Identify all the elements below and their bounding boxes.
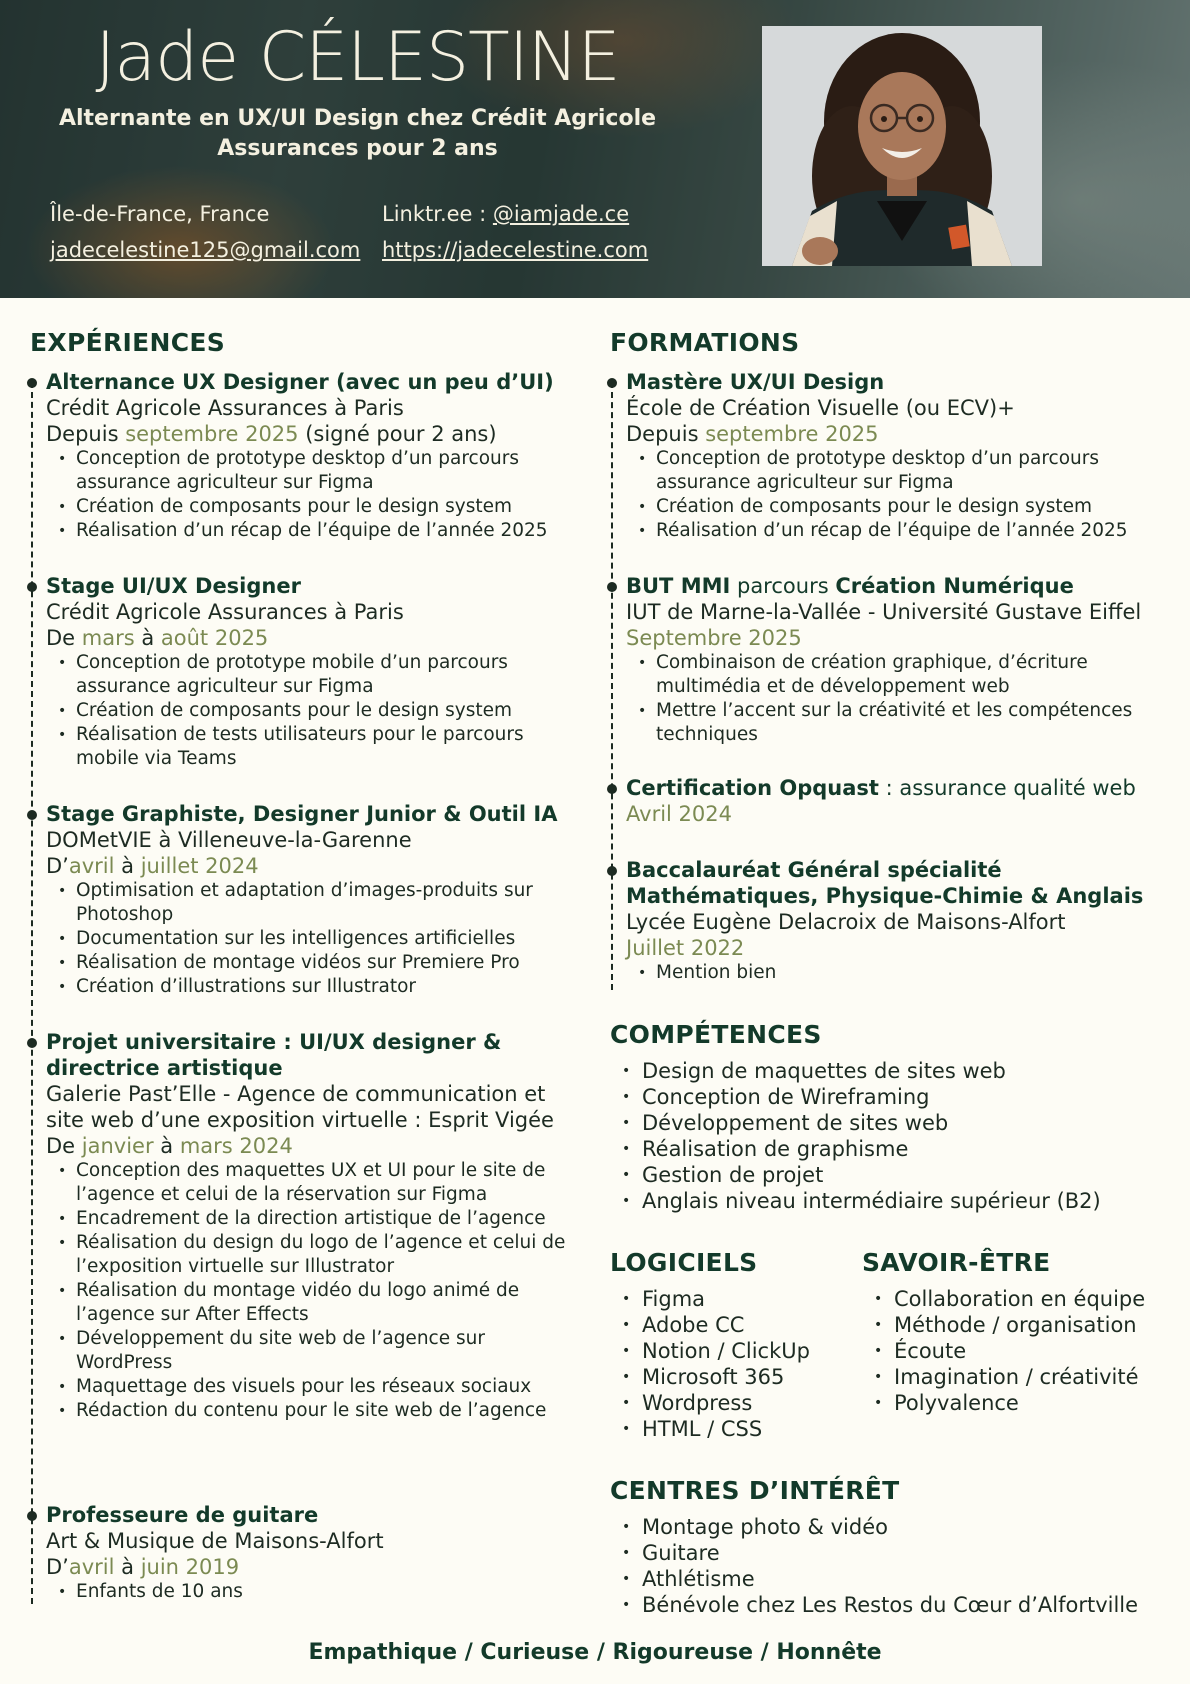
list-item: • Développement de sites web: [610, 1110, 1180, 1136]
formation-title: [626, 775, 1181, 801]
experience-title-line-2: directrice artistique: [46, 1056, 283, 1080]
list-item: • Conception de prototype mobile d’un parcours assurance agriculteur sur Figma: [46, 651, 586, 699]
list-item: • Création d’illustrations sur Illustrator: [46, 975, 586, 999]
candidate-name: Jade CÉLESTINE: [95, 18, 620, 97]
portrait-illustration: [762, 26, 1042, 266]
experience-bullets: [46, 879, 586, 999]
list-item: • Notion / ClickUp: [610, 1338, 850, 1364]
date-prefix: De: [46, 626, 82, 650]
date-prefix: D’: [46, 854, 69, 878]
list-item: • Documentation sur les intelligences artificielles: [46, 927, 586, 951]
date-highlight: juillet 2024: [140, 854, 259, 878]
website-link[interactable]: https://jadecelestine.com: [382, 238, 649, 262]
linktree-contact: [382, 202, 629, 226]
date-highlight: septembre 2025: [705, 422, 879, 446]
title-bold: Création Numérique: [835, 574, 1074, 598]
formation-entry-3: [626, 775, 1181, 827]
list-item: • Athlétisme: [610, 1566, 1185, 1592]
list-item: • Réalisation du montage vidéo du logo animé de l’agence sur After Effects: [46, 1279, 586, 1327]
experience-entry-3: [46, 801, 586, 999]
list-item: • Réalisation de graphisme: [610, 1136, 1180, 1162]
header-banner: [0, 0, 1190, 298]
list-item: • Mettre l’accent sur la créativité et les compétences techniques: [626, 699, 1181, 747]
date-highlight: août 2025: [160, 626, 269, 650]
list-item: • Microsoft 365: [610, 1364, 850, 1390]
date-connector: à: [114, 1555, 141, 1579]
date-highlight: mars: [81, 626, 135, 650]
list-item: • Anglais niveau intermédiaire supérieur (B2): [610, 1188, 1180, 1214]
subtitle-line-1: Alternante en UX/UI Design chez Crédit Agricole: [58, 106, 657, 131]
experience-date: [46, 625, 586, 651]
experiences-timeline: [31, 382, 33, 1604]
subtitle-line-2: Assurances pour 2 ans: [217, 136, 498, 161]
list-item: • Gestion de projet: [610, 1162, 1180, 1188]
competences-list: [610, 1058, 1180, 1214]
profile-photo: [762, 26, 1042, 266]
list-item: • Conception de Wireframing: [610, 1084, 1180, 1110]
email-link[interactable]: jadecelestine125@gmail.com: [50, 238, 361, 262]
timeline-dot: [27, 810, 37, 820]
list-item: • Adobe CC: [610, 1312, 850, 1338]
list-item: • Guitare: [610, 1540, 1185, 1566]
date-highlight: Juillet 2022: [626, 936, 745, 960]
formation-title-line-2: Mathématiques, Physique-Chimie & Anglais: [626, 884, 1144, 908]
list-item: • Wordpress: [610, 1390, 850, 1416]
list-item: • Design de maquettes de sites web: [610, 1058, 1180, 1084]
list-item: • Méthode / organisation: [862, 1312, 1182, 1338]
experience-title: Professeure de guitare: [46, 1503, 319, 1527]
date-highlight: septembre 2025: [125, 422, 299, 446]
list-item: • Réalisation de montage vidéos sur Premiere Pro: [46, 951, 586, 975]
experience-title: Stage UI/UX Designer: [46, 574, 301, 598]
competences-heading: COMPÉTENCES: [610, 1020, 822, 1049]
list-item: • Collaboration en équipe: [862, 1286, 1182, 1312]
linktree-label: Linktr.ee :: [382, 202, 493, 226]
list-item: • Développement du site web de l’agence sur WordPress: [46, 1327, 586, 1375]
formation-date: [626, 421, 1181, 447]
date-prefix: Depuis: [46, 422, 126, 446]
timeline-dot: [27, 1038, 37, 1048]
timeline-dot: [27, 378, 37, 388]
location-text: Île-de-France, France: [50, 202, 270, 226]
experience-entry-4: [46, 1029, 586, 1423]
date-connector: à: [114, 854, 141, 878]
experience-entry-2: [46, 573, 586, 771]
formation-entry-1: [626, 369, 1181, 543]
experience-date: [46, 421, 586, 447]
experience-org: Crédit Agricole Assurances à Paris: [46, 600, 404, 624]
experience-bullets: [46, 651, 586, 771]
list-item: • Création de composants pour le design system: [46, 699, 586, 723]
experience-date: [46, 853, 586, 879]
date-highlight: Avril 2024: [626, 802, 732, 826]
list-item: • Bénévole chez Les Restos du Cœur d’Alfortville: [610, 1592, 1185, 1618]
timeline-dot: [607, 378, 617, 388]
formation-title-line-1: Baccalauréat Général spécialité: [626, 858, 1002, 882]
experience-title-line-1: Projet universitaire : UI/UX designer &: [46, 1030, 502, 1054]
list-item: • Réalisation d’un récap de l’équipe de l’année 2025: [626, 519, 1181, 543]
savoir-etre-heading: SAVOIR-ÊTRE: [862, 1248, 1051, 1277]
experience-entry-5: [46, 1502, 586, 1604]
list-item: • Figma: [610, 1286, 850, 1312]
experience-org: Crédit Agricole Assurances à Paris: [46, 396, 404, 420]
list-item: • Réalisation de tests utilisateurs pour le parcours mobile via Teams: [46, 723, 586, 771]
formations-timeline: [611, 382, 613, 990]
list-item: • Enfants de 10 ans: [46, 1580, 586, 1604]
experience-bullets: [46, 1159, 586, 1423]
formations-heading: FORMATIONS: [610, 328, 800, 357]
formation-bullets: [626, 447, 1181, 543]
list-item: • HTML / CSS: [610, 1416, 850, 1442]
list-item: • Création de composants pour le design system: [626, 495, 1181, 519]
date-connector: à: [134, 626, 161, 650]
list-item: • Combinaison de création graphique, d’écriture multimédia et de développement web: [626, 651, 1181, 699]
list-item: • Création de composants pour le design system: [46, 495, 586, 519]
date-highlight: mars 2024: [179, 1134, 293, 1158]
date-highlight: avril: [68, 854, 115, 878]
list-item: • Optimisation et adaptation d’images-produits sur Photoshop: [46, 879, 586, 927]
experience-entry-1: [46, 369, 586, 543]
formation-bullets: [626, 651, 1181, 747]
experience-org: Art & Musique de Maisons-Alfort: [46, 1529, 384, 1553]
formation-school: IUT de Marne-la-Vallée - Université Gustave Eiffel: [626, 600, 1142, 624]
list-item: • Montage photo & vidéo: [610, 1514, 1185, 1540]
title-normal: : assurance qualité web: [878, 776, 1136, 800]
formation-entry-4: [626, 857, 1181, 985]
formation-title: [626, 573, 1181, 599]
experience-title: Stage Graphiste, Designer Junior & Outil IA: [46, 802, 558, 826]
experience-bullets: [46, 447, 586, 543]
date-highlight: juin 2019: [140, 1555, 240, 1579]
timeline-dot: [607, 582, 617, 592]
candidate-subtitle: [40, 104, 675, 164]
timeline-dot: [27, 1511, 37, 1521]
list-item: • Réalisation du design du logo de l’agence et celui de l’exposition virtuelle sur Illustrator: [46, 1231, 586, 1279]
title-bold: Certification Opquast: [626, 776, 879, 800]
formation-date: [626, 801, 1181, 827]
title-bold: BUT MMI: [626, 574, 731, 598]
formation-title: Mastère UX/UI Design: [626, 370, 885, 394]
title-normal: parcours: [730, 574, 836, 598]
experience-date: [46, 1133, 586, 1159]
interets-list: [610, 1514, 1185, 1618]
experience-org-line-2: site web d’une exposition virtuelle : Esprit Vigée: [46, 1108, 554, 1132]
experience-date: [46, 1554, 586, 1580]
website-contact: [382, 238, 648, 262]
formation-school: Lycée Eugène Delacroix de Maisons-Alfort: [626, 910, 1066, 934]
date-highlight: Septembre 2025: [626, 626, 802, 650]
experience-org-line-1: Galerie Past’Elle - Agence de communication et: [46, 1082, 546, 1106]
linktree-link[interactable]: @iamjade.ce: [492, 202, 630, 226]
list-item: • Conception de prototype desktop d’un parcours assurance agriculteur sur Figma: [626, 447, 1181, 495]
date-prefix: Depuis: [626, 422, 706, 446]
logiciels-list: [610, 1286, 850, 1442]
experiences-heading: EXPÉRIENCES: [30, 328, 226, 357]
list-item: • Imagination / créativité: [862, 1364, 1182, 1390]
interets-heading: CENTRES D’INTÉRÊT: [610, 1476, 900, 1505]
list-item: • Rédaction du contenu pour le site web de l’agence: [46, 1399, 586, 1423]
list-item: • Réalisation d’un récap de l’équipe de l’année 2025: [46, 519, 586, 543]
list-item: • Écoute: [862, 1338, 1182, 1364]
email-contact: [50, 238, 360, 262]
list-item: • Conception des maquettes UX et UI pour le site de l’agence et celui de la réservation sur Figma: [46, 1159, 586, 1207]
formation-entry-2: [626, 573, 1181, 747]
savoir-etre-list: [862, 1286, 1182, 1416]
date-connector: à: [153, 1134, 180, 1158]
date-suffix: (signé pour 2 ans): [298, 422, 497, 446]
date-prefix: De: [46, 1134, 82, 1158]
list-item: • Conception de prototype desktop d’un parcours assurance agriculteur sur Figma: [46, 447, 586, 495]
personal-qualities-tagline: Empathique / Curieuse / Rigoureuse / Honnête: [308, 1640, 882, 1665]
timeline-dot: [607, 866, 617, 876]
date-highlight: avril: [68, 1555, 115, 1579]
list-item: • Encadrement de la direction artistique de l’agence: [46, 1207, 586, 1231]
formation-school: École de Création Visuelle (ou ECV)+: [626, 396, 1015, 420]
formation-date: [626, 935, 1181, 961]
formation-bullets: [626, 961, 1181, 985]
experience-org: DOMetVIE à Villeneuve-la-Garenne: [46, 828, 412, 852]
list-item: • Mention bien: [626, 961, 1181, 985]
experience-title: Alternance UX Designer (avec un peu d’UI): [46, 370, 554, 394]
timeline-dot: [607, 784, 617, 794]
list-item: • Maquettage des visuels pour les réseaux sociaux: [46, 1375, 586, 1399]
logiciels-heading: LOGICIELS: [610, 1248, 758, 1277]
date-prefix: D’: [46, 1555, 69, 1579]
experience-bullets: [46, 1580, 586, 1604]
date-highlight: janvier: [81, 1134, 154, 1158]
list-item: • Polyvalence: [862, 1390, 1182, 1416]
timeline-dot: [27, 582, 37, 592]
formation-date: [626, 625, 1181, 651]
